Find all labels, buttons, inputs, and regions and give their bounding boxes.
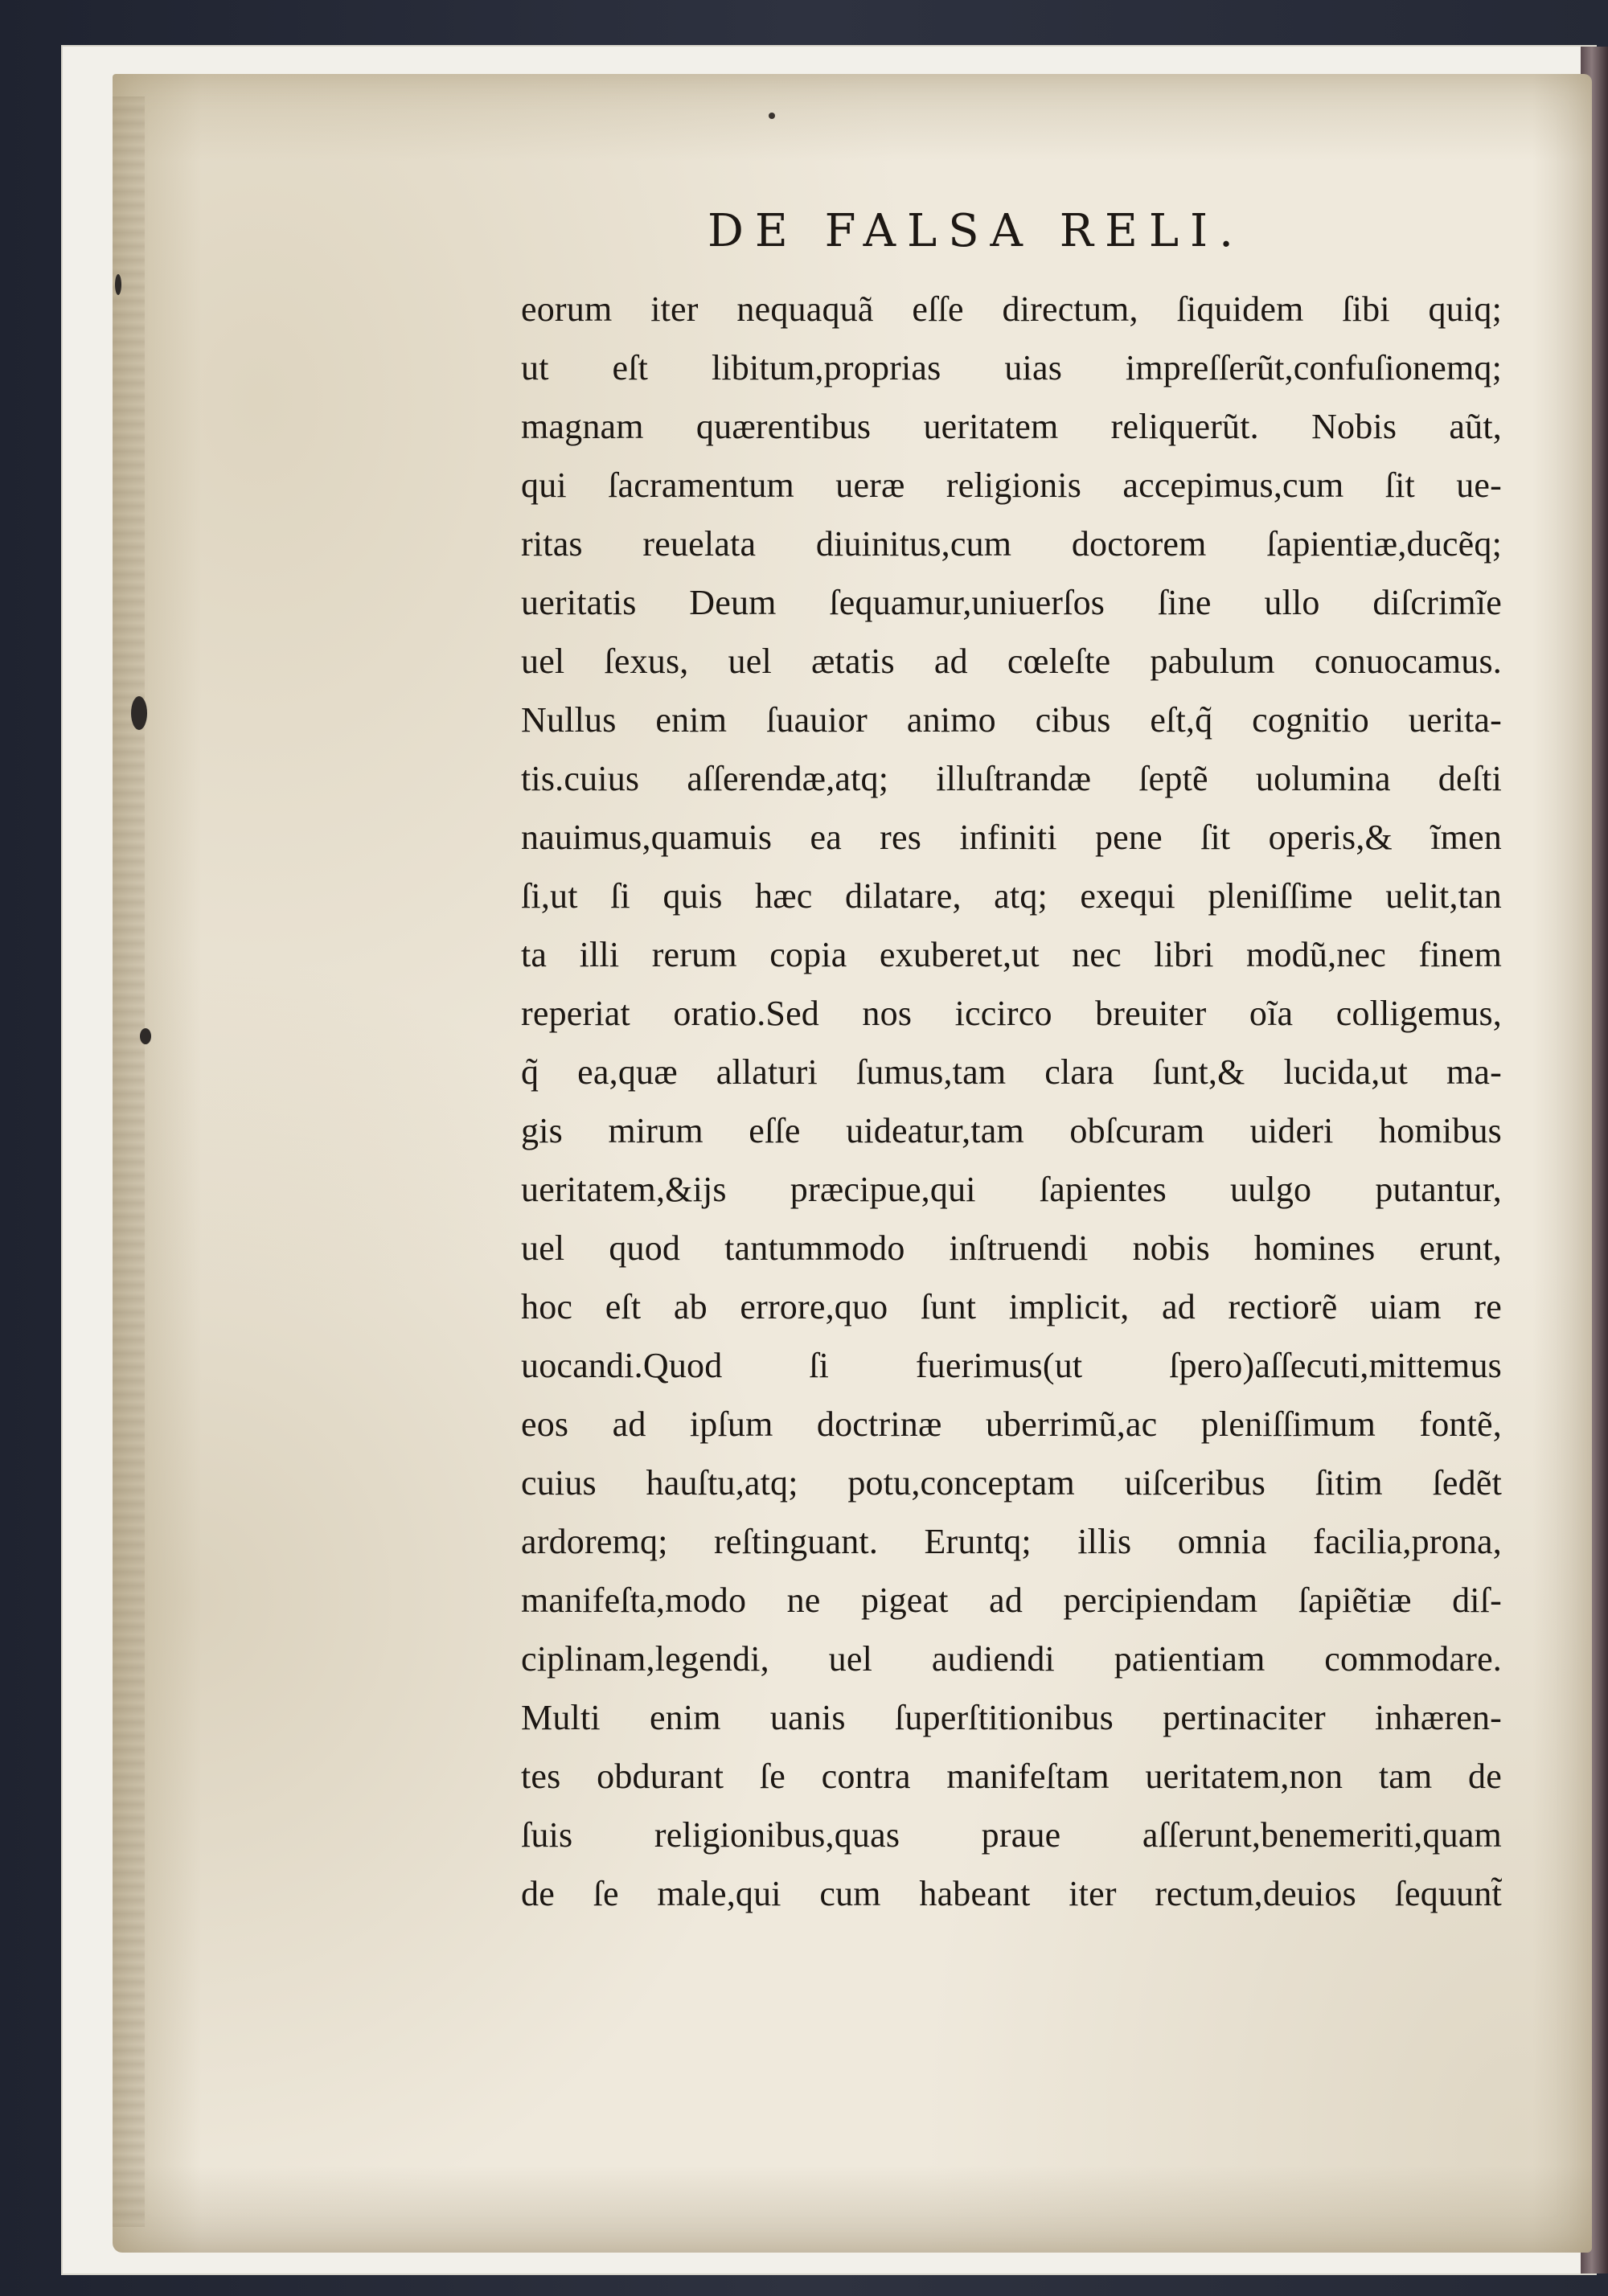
text-line: uel quod tantummodo inſtruendi nobis homines erunt, (521, 1228, 1502, 1268)
text-line: hoc eſt ab errore,quo ſunt implicit, ad rectiorẽ uiam re (521, 1287, 1502, 1326)
text-line: ſuis religionibus,quas praue aſſerunt,benemeriti,quam (521, 1815, 1502, 1855)
text-line: magnam quærentibus ueritatem reliquerũt. Nobis aũt, (521, 407, 1502, 446)
text-line: ta illi rerum copia exuberet,ut nec libri modũ,nec finem (521, 935, 1502, 974)
text-line: ardoremq; reſtinguant. Eruntq; illis omnia facilia,prona, (521, 1522, 1502, 1561)
text-line: ritas reuelata diuinitus,cum doctorem ſapientiæ,ducẽq; (521, 524, 1502, 564)
text-line: reperiat oratio.Sed nos iccirco breuiter oĩa colligemus, (521, 994, 1502, 1033)
text-line: ſi,ut ſi quis hæc dilatare, atq; exequi pleniſſime uelit,tan (521, 876, 1502, 916)
text-line: tis.cuius aſſerendæ,atq; illuſtrandæ ſeptẽ uolumina deſti (521, 759, 1502, 798)
text-line: de ſe male,qui cum habeant iter rectum,deuios ſequunt̃ (521, 1874, 1502, 1913)
text-line: eorum iter nequaquã eſſe directum, ſiquidem ſibi quiq; (521, 289, 1502, 329)
text-line: uel ſexus, uel ætatis ad cœleſte pabulum conuocamus. (521, 642, 1502, 681)
page-mark-dot (769, 113, 775, 119)
running-head: DE FALSA RELI. (708, 205, 1245, 257)
text-line: ueritatis Deum ſequamur,uniuerſos ſine ullo diſcrimĩe (521, 583, 1502, 622)
text-line: eos ad ipſum doctrinæ uberrimũ,ac pleniſſimum fontẽ, (521, 1404, 1502, 1444)
text-line: cuius hauſtu,atq; potu,conceptam uiſceribus ſitim ſedẽt (521, 1463, 1502, 1503)
text-line: ueritatem,&ijs præcipue,qui ſapientes uulgo putantur, (521, 1170, 1502, 1209)
text-line: gis mirum eſſe uideatur,tam obſcuram uideri homibus (521, 1111, 1502, 1150)
body-text (521, 280, 1502, 1923)
text-line: uocandi.Quod ſi fuerimus(ut ſpero)aſſecuti,mittemus (521, 1346, 1502, 1385)
text-line: Nullus enim ſuauior animo cibus eſt,q̃ cognitio uerita- (521, 700, 1502, 740)
ink-blot (140, 1028, 151, 1044)
text-line: tes obdurant ſe contra manifeſtam ueritatem,non tam de (521, 1757, 1502, 1796)
text-line: manifeſta,modo ne pigeat ad percipiendam ſapiẽtiæ diſ- (521, 1581, 1502, 1620)
text-line: ciplinam,legendi, uel audiendi patientiam commodare. (521, 1639, 1502, 1679)
text-line: ut eſt libitum,proprias uias impreſſerũt,confuſionemq; (521, 348, 1502, 387)
ink-blot (131, 696, 147, 730)
text-line: Multi enim uanis ſuperſtitionibus pertinaciter inhæren- (521, 1698, 1502, 1737)
text-line: q̃ ea,quæ allaturi ſumus,tam clara ſunt,& lucida,ut ma- (521, 1052, 1502, 1092)
deckled-edge (113, 96, 145, 2227)
text-line: nauimus,quamuis ea res infiniti pene ſit operis,& ĩmen (521, 818, 1502, 857)
ink-blot (115, 274, 121, 295)
text-line: qui ſacramentum ueræ religionis accepimus,cum ſit ue- (521, 465, 1502, 505)
